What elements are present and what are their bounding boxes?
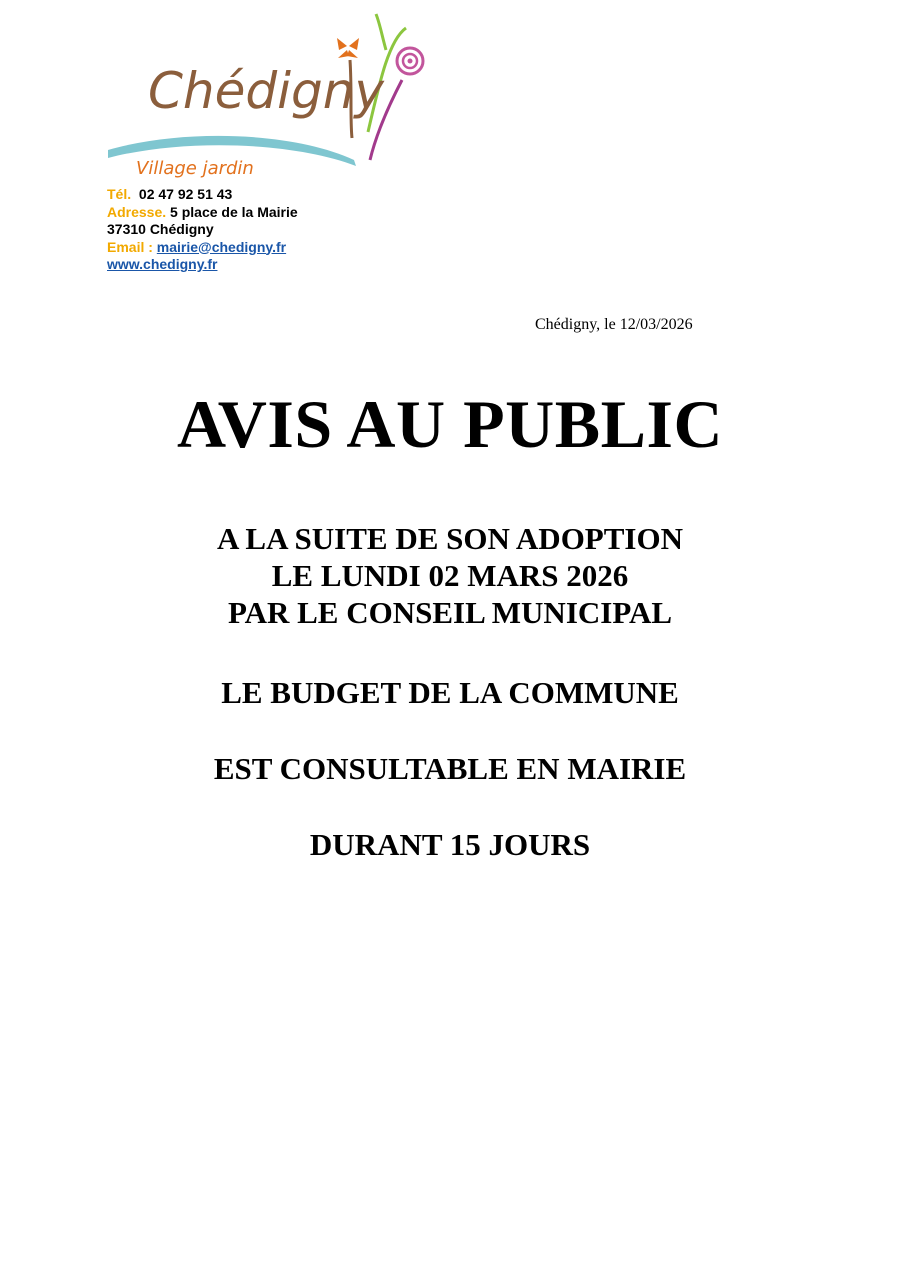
contact-website [107,256,298,274]
contact-phone [107,186,298,204]
body-line-6: DURANT 15 JOURS [309,827,591,862]
contact-email [107,239,298,257]
address-label: Adresse. [107,203,167,220]
contact-block [107,186,298,274]
chedigny-logo [104,10,444,185]
body-line-1: A LA SUITE DE SON ADOPTION [217,521,683,556]
body-line-5: EST CONSULTABLE EN MAIRIE [213,751,687,786]
email-label: Email : [107,238,153,255]
notice-title: AVIS AU PUBLIC [176,386,724,462]
phone-value: 02 47 92 51 43 [138,186,233,202]
email-link[interactable]: mairie@chedigny.fr [156,238,287,255]
logo-tagline: Village jardin [136,158,254,179]
website-link[interactable]: www.chedigny.fr [107,256,218,272]
body-line-4: LE BUDGET DE LA COMMUNE [221,675,679,710]
butterfly-icon [337,38,359,58]
body-line-2: LE LUNDI 02 MARS 2026 [271,558,629,593]
contact-address [107,204,298,222]
contact-city: 37310 Chédigny [107,221,214,237]
adoption-paragraph [0,520,900,631]
address-value: 5 place de la Mairie [170,203,298,220]
logo-leaf-green [376,14,386,50]
phone-label: Tél. [107,186,132,202]
rose-icon [397,48,423,74]
logo-wordmark: Chédigny [148,62,385,120]
date-line: Chédigny, le 12/03/2026 [535,316,693,333]
body-line-3: PAR LE CONSEIL MUNICIPAL [227,595,673,630]
